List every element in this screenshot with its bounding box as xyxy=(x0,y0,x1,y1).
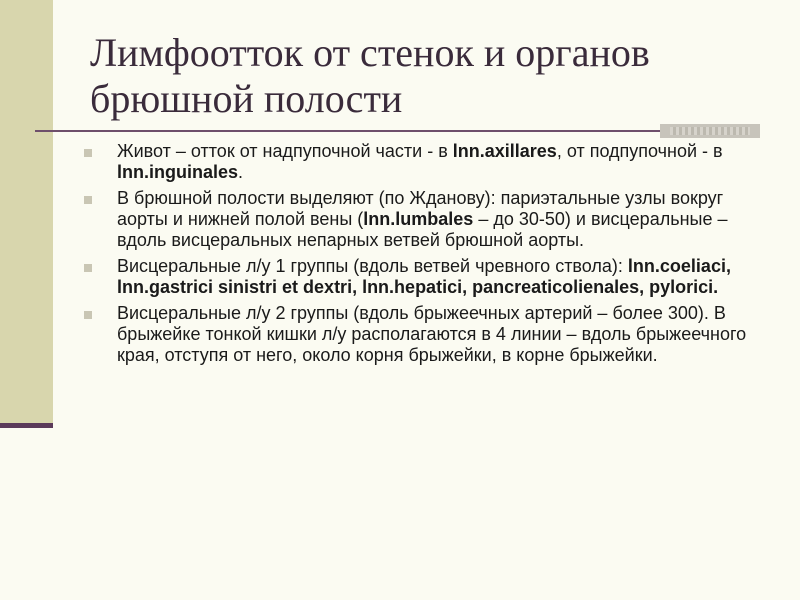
bullet-text: – до 30-50) и висцеральные – вдоль висцеральных непарных ветвей брюшной аорты. xyxy=(117,209,728,250)
bullet-text: , от подпупочной - в xyxy=(556,141,723,161)
square-bullet-icon xyxy=(84,311,92,319)
title-divider-line xyxy=(35,130,760,132)
slide-title xyxy=(90,30,770,122)
bullet-item xyxy=(84,303,774,366)
bullet-bold-term: lnn.lumbales xyxy=(363,209,474,229)
bullet-text: Висцеральные л/у 2 группы (вдоль брыжеечных артерий – более 300). В брыжейке тонкой кишки л/у располагаются в 4 линии – вдоль брыжеечного края, отступя от него, около корня брыжейки, в корне брыжейки. xyxy=(117,303,747,365)
title-line-1: Лимфоотток от стенок и органов xyxy=(90,30,650,75)
bullet-item xyxy=(84,188,774,251)
square-bullet-icon xyxy=(84,196,92,204)
bullet-text: Живот – отток от надпупочной части - в xyxy=(117,141,453,161)
bullet-bold-term: lnn.inguinales xyxy=(117,162,239,182)
bullet-item xyxy=(84,256,774,298)
left-decorative-band xyxy=(0,0,53,428)
bullet-item xyxy=(84,141,774,183)
bullet-text: Висцеральные л/у 1 группы (вдоль ветвей чревного ствола): xyxy=(117,256,628,276)
square-bullet-icon xyxy=(84,264,92,272)
title-line-2: брюшной полости xyxy=(90,76,403,121)
bullet-text: . xyxy=(238,162,244,182)
left-band-accent-line xyxy=(0,423,53,428)
square-bullet-icon xyxy=(84,149,92,157)
bullet-text: В брюшной полости выделяют (по Жданову): париэтальные узлы вокруг аорты и нижней полой вены ( xyxy=(117,188,724,229)
bullet-list xyxy=(84,141,774,371)
bullet-bold-term: lnn.axillares xyxy=(452,141,557,161)
title-divider-accent-pattern xyxy=(670,127,750,135)
bullet-bold-term: lnn.coeliaci, lnn.gastrici sinistri et dextri, lnn.hepatici, pancreaticolienales, pylorici. xyxy=(117,256,731,297)
